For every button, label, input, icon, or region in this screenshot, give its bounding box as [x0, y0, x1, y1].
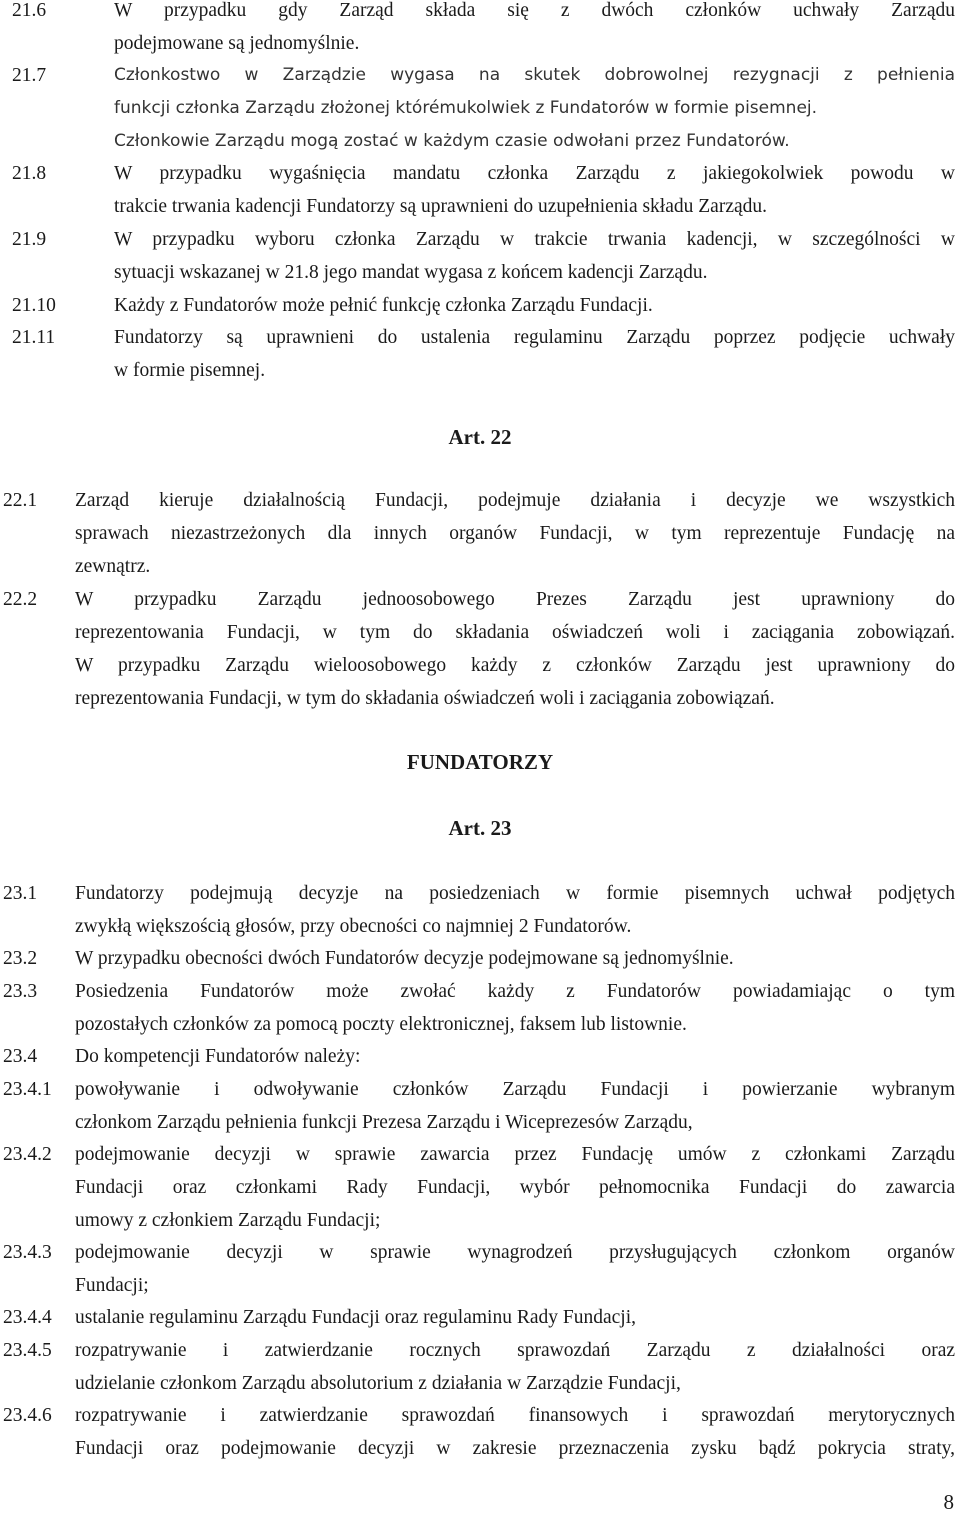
paragraph-number: 21.11: [12, 327, 56, 348]
paragraph-number: 21.9: [12, 229, 47, 250]
paragraph-line: w formie pisemnej.: [114, 360, 266, 381]
paragraph-line: trakcie trwania kadencji Fundatorzy są uprawnieni do uzupełnienia składu Zarządu.: [114, 196, 768, 217]
paragraph-number: 21.10: [12, 295, 56, 316]
paragraph-number: 23.4.4: [3, 1307, 52, 1328]
paragraph-line: funkcji członka Zarządu złożonej którémukolwiek z Fundatorów w formie pisemnej.: [114, 98, 818, 118]
paragraph-number: 21.7: [12, 65, 47, 86]
paragraph-line: Fundatorzy podejmują decyzje na posiedzeniach w formie pisemnych uchwał podjętych: [75, 883, 955, 904]
paragraph-line: zewnątrz.: [75, 556, 151, 577]
paragraph-line: ustalanie regulaminu Zarządu Fundacji oraz regulaminu Rady Fundacji,: [75, 1307, 636, 1328]
paragraph-number: 23.2: [3, 948, 38, 969]
paragraph-line: Fundatorzy są uprawnieni do ustalenia regulaminu Zarządu poprzez podjęcie uchwały: [114, 327, 955, 348]
page-number: 8: [943, 1490, 954, 1514]
paragraph-line: Każdy z Fundatorów może pełnić funkcję członka Zarządu Fundacji.: [114, 295, 653, 316]
paragraph-number: 22.2: [3, 589, 38, 610]
paragraph-line: powoływanie i odwoływanie członków Zarządu Fundacji i powierzanie wybranym: [75, 1079, 955, 1100]
paragraph-number: 23.4.5: [3, 1340, 52, 1361]
article-heading-23: Art. 23: [448, 816, 512, 840]
paragraph-number: 22.1: [3, 490, 38, 511]
paragraph-line: Fundacji oraz członkami Rady Fundacji, wybór pełnomocnika Fundacji do zawarcia: [75, 1177, 955, 1198]
paragraph-line: sytuacji wskazanej w 21.8 jego mandat wygasa z końcem kadencji Zarządu.: [114, 262, 708, 283]
paragraph-line: pozostałych członków za pomocą poczty elektronicznej, faksem lub listownie.: [75, 1014, 687, 1035]
paragraph-number: 23.4.6: [3, 1405, 52, 1426]
paragraph-line: reprezentowania Fundacji, w tym do składania oświadczeń woli i zaciągania zobowiązań.: [75, 622, 955, 643]
paragraph-line: W przypadku wygaśnięcia mandatu członka Zarządu z jakiegokolwiek powodu w: [114, 163, 955, 184]
paragraph-number: 23.4.1: [3, 1079, 52, 1100]
paragraph-number: 23.3: [3, 981, 38, 1002]
paragraph-line: zwykłą większością głosów, przy obecności co najmniej 2 Fundatorów.: [75, 916, 632, 937]
paragraph-line: Zarząd kieruje działalnością Fundacji, podejmuje działania i decyzje we wszystkich: [75, 490, 955, 511]
paragraph-number: 21.6: [12, 0, 47, 21]
paragraph-line: Członkostwo w Zarządzie wygasa na skutek dobrowolnej rezygnacji z pełnienia: [114, 65, 955, 85]
paragraph-line: W przypadku gdy Zarząd składa się z dwóch członków uchwały Zarządu: [114, 0, 955, 21]
paragraph-line: podejmowanie decyzji w sprawie zawarcia przez Fundację umów z członkami Zarządu: [75, 1144, 955, 1165]
paragraph-line: członkom Zarządu pełnienia funkcji Prezesa Zarządu i Wiceprezesów Zarządu,: [75, 1112, 693, 1133]
paragraph-line: W przypadku Zarządu wieloosobowego każdy z członków Zarządu jest uprawniony do: [75, 655, 955, 676]
paragraph-number: 23.4.2: [3, 1144, 52, 1165]
paragraph-line: W przypadku wyboru członka Zarządu w trakcie trwania kadencji, w szczególności w: [114, 229, 955, 250]
paragraph-line: Fundacji;: [75, 1275, 149, 1296]
paragraph-line: reprezentowania Fundacji, w tym do składania oświadczeń woli i zaciągania zobowiązań.: [75, 688, 775, 709]
paragraph-line: rozpatrywanie i zatwierdzanie sprawozdań finansowych i sprawozdań merytorycznych: [75, 1405, 955, 1426]
paragraph-line: umowy z członkiem Zarządu Fundacji;: [75, 1210, 381, 1231]
section-heading-fundatorzy: FUNDATORZY: [406, 750, 554, 774]
paragraph-line: rozpatrywanie i zatwierdzanie rocznych sprawozdań Zarządu z działalności oraz: [75, 1340, 955, 1361]
paragraph-line: udzielanie członkom Zarządu absolutorium z działania w Zarządzie Fundacji,: [75, 1373, 681, 1394]
paragraph-number: 23.1: [3, 883, 38, 904]
paragraph-line: podejmowane są jednomyślnie.: [114, 33, 360, 54]
article-heading-22: Art. 22: [448, 425, 512, 449]
paragraph-number: 21.8: [12, 163, 47, 184]
paragraph-line: Członkowie Zarządu mogą zostać w każdym czasie odwołani przez Fundatorów.: [114, 131, 790, 151]
paragraph-line: podejmowanie decyzji w sprawie wynagrodzeń przysługujących członkom organów: [75, 1242, 955, 1263]
paragraph-line: Posiedzenia Fundatorów może zwołać każdy z Fundatorów powiadamiając o tym: [75, 981, 955, 1002]
paragraph-line: sprawach niezastrzeżonych dla innych organów Fundacji, w tym reprezentuje Fundację na: [75, 523, 955, 544]
paragraph-line: W przypadku obecności dwóch Fundatorów decyzje podejmowane są jednomyślnie.: [75, 948, 734, 969]
paragraph-number: 23.4.3: [3, 1242, 52, 1263]
paragraph-line: Do kompetencji Fundatorów należy:: [75, 1046, 361, 1067]
paragraph-line: Fundacji oraz podejmowanie decyzji w zakresie przeznaczenia zysku bądź pokrycia straty,: [75, 1438, 955, 1459]
paragraph-number: 23.4: [3, 1046, 38, 1067]
paragraph-line: W przypadku Zarządu jednoosobowego Prezes Zarządu jest uprawniony do: [75, 589, 955, 610]
